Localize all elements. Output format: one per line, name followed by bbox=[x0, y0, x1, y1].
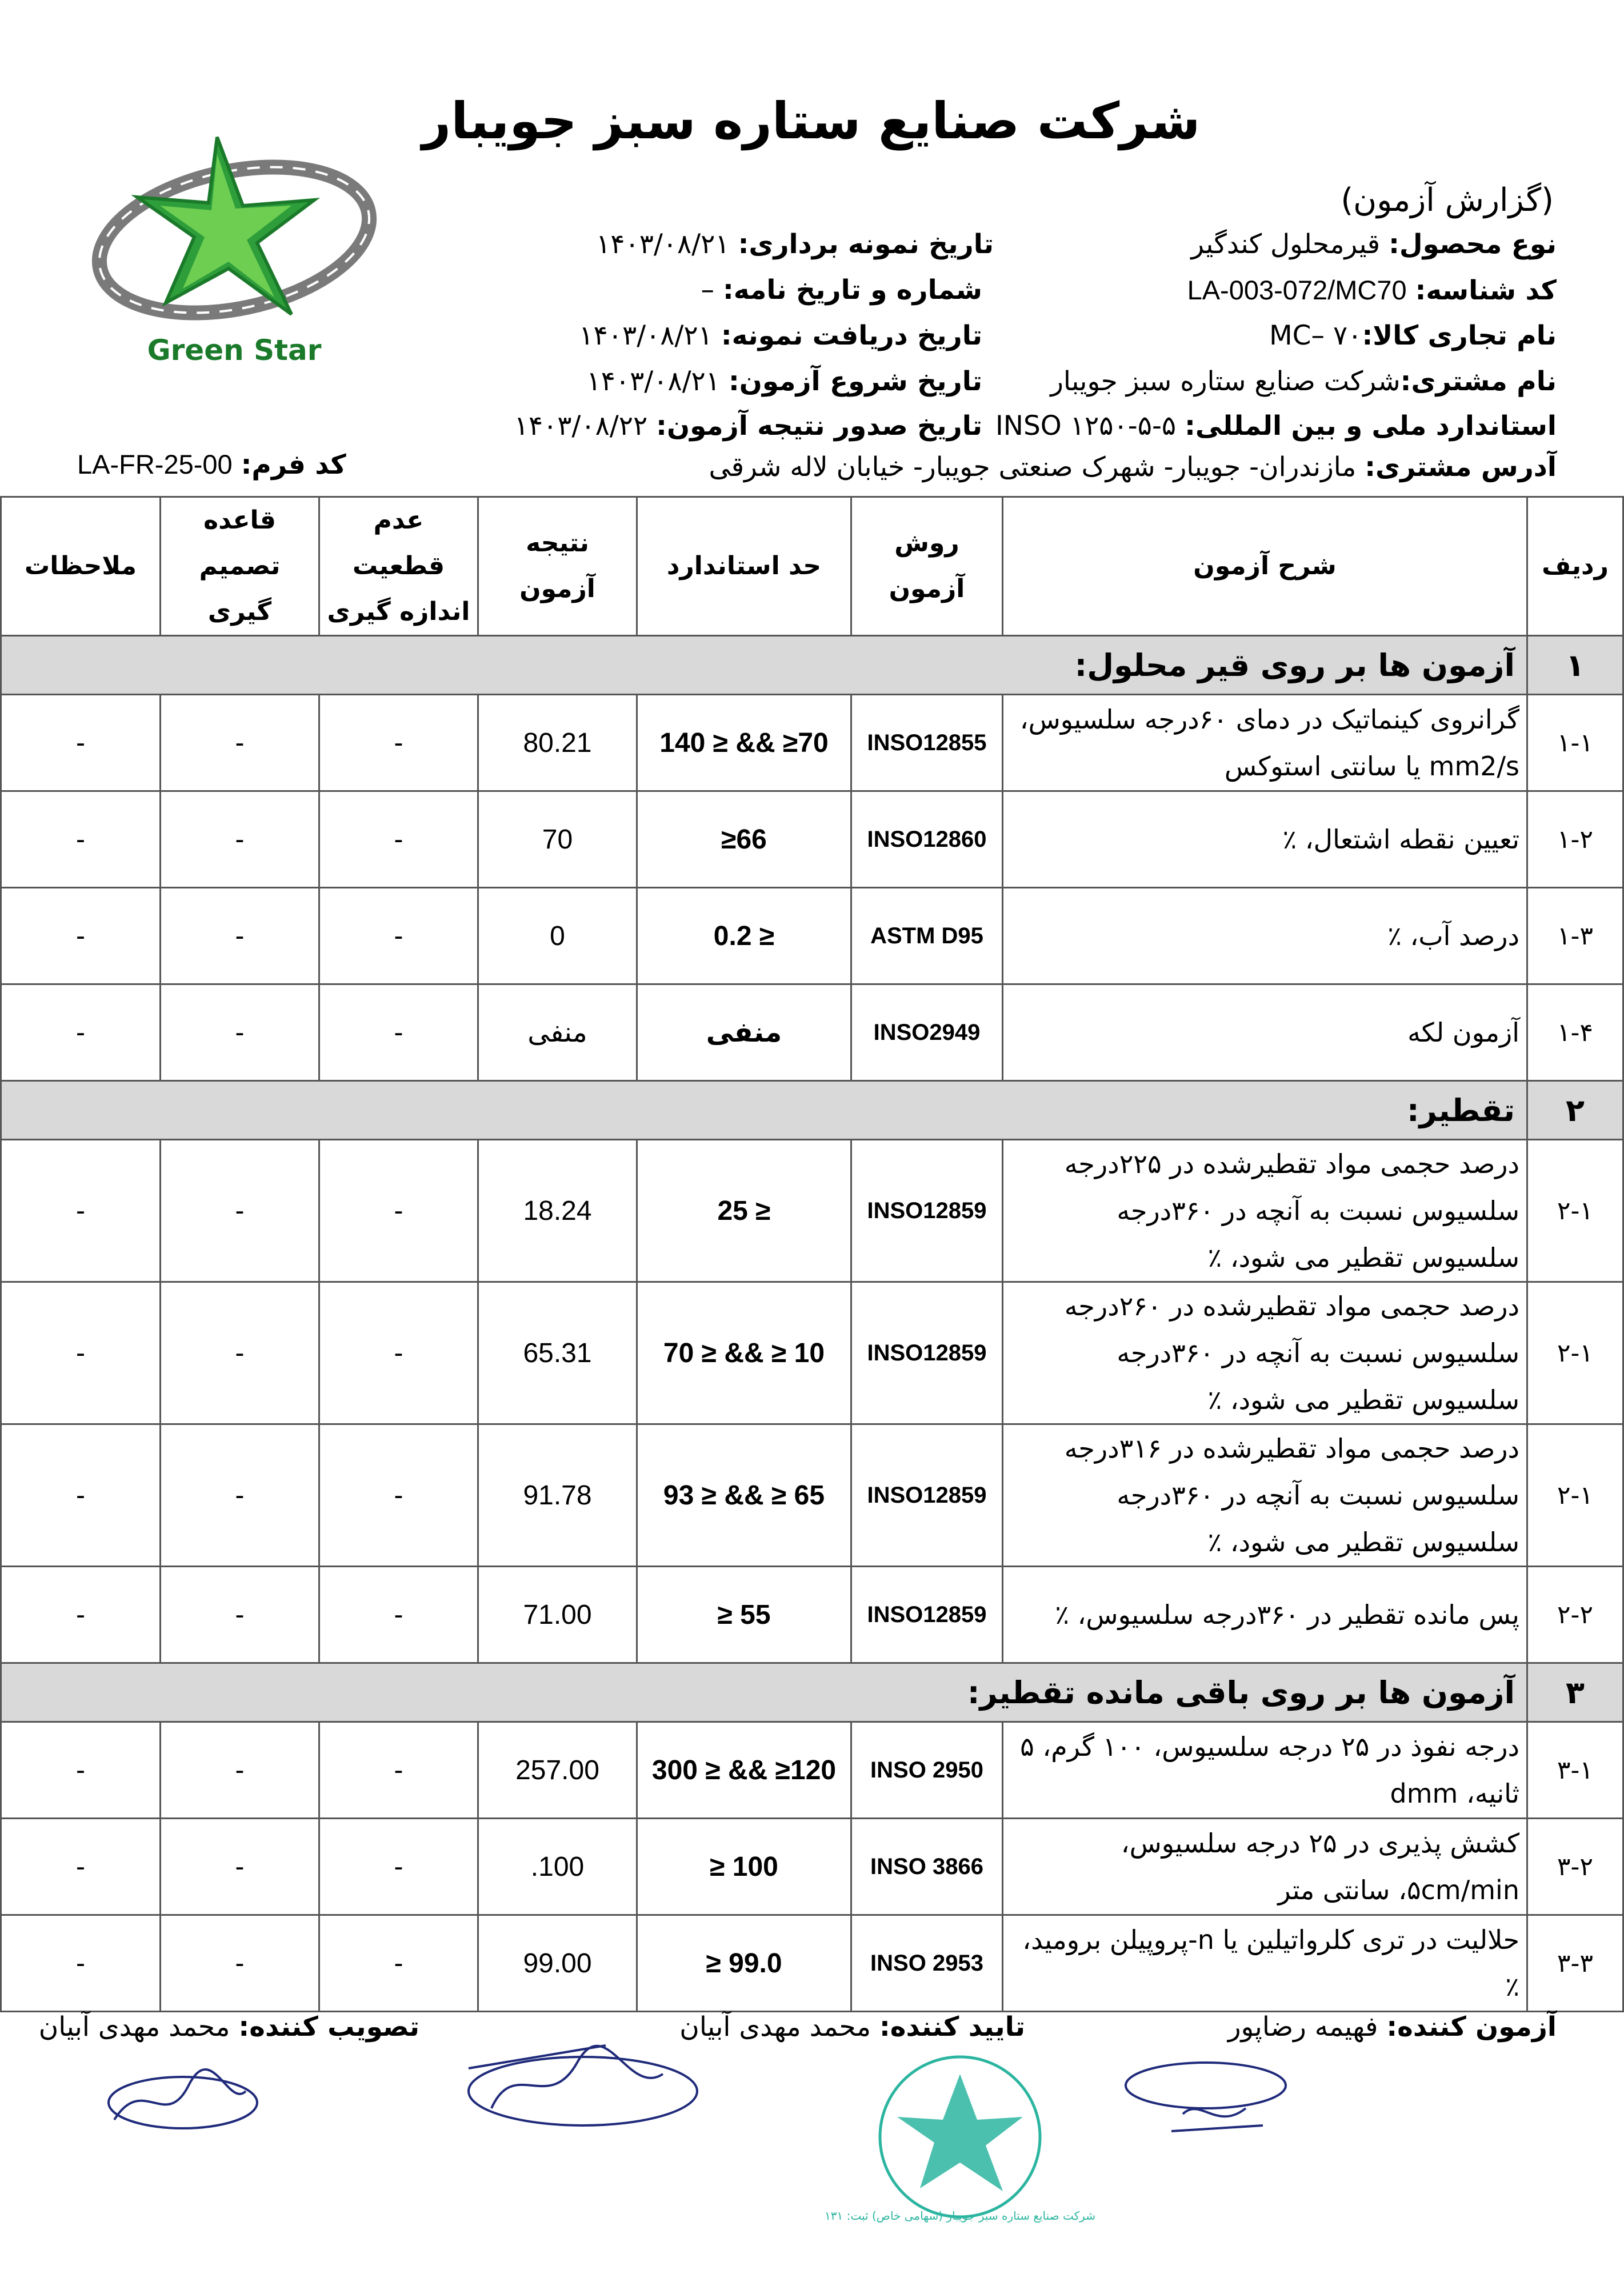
notes: - bbox=[1, 1819, 161, 1915]
row-number: ۱-۲ bbox=[1527, 791, 1623, 888]
test-method: INSO 2953 bbox=[851, 1915, 1003, 2012]
info-receive-date: تاریخ دریافت نمونه: ۱۴۰۳/۰۸/۲۱ bbox=[579, 320, 982, 351]
measurement-uncertainty: - bbox=[319, 1915, 478, 2012]
table-row bbox=[1, 1819, 1623, 1915]
table-header-row bbox=[1, 497, 1623, 636]
row-number: ۲-۲ bbox=[1527, 1567, 1623, 1663]
row-number: ۳-۲ bbox=[1527, 1819, 1623, 1915]
measurement-uncertainty: - bbox=[319, 984, 478, 1081]
test-description: تعیین نقطه اشتعال، ٪ bbox=[1003, 791, 1527, 888]
standard-limit: ≥66 bbox=[637, 791, 851, 888]
test-result: 100. bbox=[478, 1819, 637, 1915]
approver-signature-image bbox=[97, 2057, 269, 2148]
standard-limit: منفی bbox=[637, 984, 851, 1081]
notes: - bbox=[1, 791, 161, 888]
info-customer-address: آدرس مشتری: مازندران- جویبار- شهرک صنعتی جویبار- خیابان لاله شرقی bbox=[709, 451, 1557, 483]
row-number: ۱-۱ bbox=[1527, 695, 1623, 791]
test-method: INSO 3866 bbox=[851, 1819, 1003, 1915]
decision-rule: - bbox=[161, 695, 319, 791]
standard-limit: 25 ≥ bbox=[637, 1140, 851, 1282]
form-code: کد فرم: LA-FR-25-00 bbox=[77, 449, 346, 481]
test-result: 18.24 bbox=[478, 1140, 637, 1282]
test-description: درصد حجمی مواد تقطیرشده در ۲۲۵درجه سلسیوس نسبت به آنچه در ۳۶۰درجه سلسیوس تقطیر می شود، ٪ bbox=[1003, 1140, 1527, 1282]
table-row bbox=[1, 1140, 1623, 1282]
measurement-uncertainty: - bbox=[319, 791, 478, 888]
test-result: 91.78 bbox=[478, 1424, 637, 1567]
test-description: درصد آب، ٪ bbox=[1003, 888, 1527, 984]
section-row bbox=[1, 1663, 1623, 1722]
test-description: حلالیت در تری کلرواتیلین یا n-پروپیلن برومید، ٪ bbox=[1003, 1915, 1527, 2012]
header-description: شرح آزمون bbox=[1003, 497, 1527, 636]
measurement-uncertainty: - bbox=[319, 1819, 478, 1915]
test-result: 99.00 bbox=[478, 1915, 637, 2012]
decision-rule: - bbox=[161, 1567, 319, 1663]
decision-rule: - bbox=[161, 1282, 319, 1424]
table-row bbox=[1, 1915, 1623, 2012]
info-issue-date: تاریخ صدور نتیجه آزمون: ۱۴۰۳/۰۸/۲۲ bbox=[514, 410, 982, 442]
notes: - bbox=[1, 888, 161, 984]
notes: - bbox=[1, 695, 161, 791]
info-letter-number: شماره و تاریخ نامه: – bbox=[701, 274, 982, 306]
table-row bbox=[1, 1567, 1623, 1663]
header-limit: حد استاندارد bbox=[637, 497, 851, 636]
test-method: INSO12855 bbox=[851, 695, 1003, 791]
test-method: INSO2949 bbox=[851, 984, 1003, 1081]
info-standard: استاندارد ملی و بین المللی: ۵-۵-۱۲۵۰ INSO bbox=[995, 410, 1557, 442]
header-method: روش آزمون bbox=[851, 497, 1003, 636]
measurement-uncertainty: - bbox=[319, 1424, 478, 1567]
test-description: درجه نفوذ در ۲۵ درجه سلسیوس، ۱۰۰ گرم، ۵ ثانیه، dmm bbox=[1003, 1722, 1527, 1819]
section-number: ۳ bbox=[1527, 1663, 1623, 1722]
test-method: INSO12859 bbox=[851, 1140, 1003, 1282]
table-row bbox=[1, 791, 1623, 888]
test-method: INSO12860 bbox=[851, 791, 1003, 888]
standard-limit: 140 ≥ && ≥70 bbox=[637, 695, 851, 791]
table-row bbox=[1, 1722, 1623, 1819]
test-result: 71.00 bbox=[478, 1567, 637, 1663]
verifier-signature-image bbox=[457, 2034, 709, 2137]
section-number: ۱ bbox=[1527, 636, 1623, 695]
measurement-uncertainty: - bbox=[319, 888, 478, 984]
table-row bbox=[1, 888, 1623, 984]
row-number: ۱-۴ bbox=[1527, 984, 1623, 1081]
test-description: گرانروی کینماتیک در دمای ۶۰درجه سلسیوس، mm2/s یا سانتی استوکس bbox=[1003, 695, 1527, 791]
row-number: ۱-۳ bbox=[1527, 888, 1623, 984]
test-result: 80.21 bbox=[478, 695, 637, 791]
notes: - bbox=[1, 984, 161, 1081]
notes: - bbox=[1, 1282, 161, 1424]
decision-rule: - bbox=[161, 888, 319, 984]
info-trade-name: نام تجاری کالا:۷۰ –MC bbox=[1269, 320, 1557, 351]
decision-rule: - bbox=[161, 984, 319, 1081]
verifier-signature-label: تایید کننده: محمد مهدی آبیان bbox=[679, 2011, 1025, 2043]
measurement-uncertainty: - bbox=[319, 1722, 478, 1819]
standard-limit: 93 ≥ && ≥ 65 bbox=[637, 1424, 851, 1567]
info-start-date: تاریخ شروع آزمون: ۱۴۰۳/۰۸/۲۱ bbox=[586, 366, 982, 397]
approver-signature-label: تصویب کننده: محمد مهدی آبیان bbox=[38, 2011, 419, 2043]
header-result: نتیجه آزمون bbox=[478, 497, 637, 636]
decision-rule: - bbox=[161, 1915, 319, 2012]
test-result: منفی bbox=[478, 984, 637, 1081]
standard-limit: ≥ 99.0 bbox=[637, 1915, 851, 2012]
header-notes: ملاحظات bbox=[1, 497, 161, 636]
tester-signature-label: آزمون کننده: فهیمه رضاپور bbox=[1227, 2011, 1557, 2043]
section-row bbox=[1, 636, 1623, 695]
test-results-table bbox=[0, 496, 1624, 2012]
row-number: ۳-۱ bbox=[1527, 1722, 1623, 1819]
standard-limit: ≥ 100 bbox=[637, 1819, 851, 1915]
decision-rule: - bbox=[161, 1140, 319, 1282]
test-method: ASTM D95 bbox=[851, 888, 1003, 984]
test-result: 65.31 bbox=[478, 1282, 637, 1424]
section-title: تقطیر: bbox=[1, 1081, 1527, 1140]
test-method: INSO12859 bbox=[851, 1424, 1003, 1567]
decision-rule: - bbox=[161, 1722, 319, 1819]
header-decision-rule: قاعده تصمیم گیری bbox=[161, 497, 319, 636]
decision-rule: - bbox=[161, 1424, 319, 1567]
section-title: آزمون ها بر روی قیر محلول: bbox=[1, 636, 1527, 695]
company-stamp bbox=[825, 2045, 1095, 2228]
test-description: پس مانده تقطیر در ۳۶۰درجه سلسیوس، ٪ bbox=[1003, 1567, 1527, 1663]
logo-text: Green Star bbox=[147, 334, 322, 367]
table-row bbox=[1, 1424, 1623, 1567]
table-row bbox=[1, 984, 1623, 1081]
measurement-uncertainty: - bbox=[319, 1567, 478, 1663]
header-uncertainty: عدم قطعیت اندازه گیری bbox=[319, 497, 478, 636]
test-result: 257.00 bbox=[478, 1722, 637, 1819]
test-result: 0 bbox=[478, 888, 637, 984]
notes: - bbox=[1, 1915, 161, 2012]
row-number: ۲-۱ bbox=[1527, 1424, 1623, 1567]
standard-limit: ≥ 55 bbox=[637, 1567, 851, 1663]
company-title: شرکت صنایع ستاره سبز جویبار bbox=[422, 91, 1201, 150]
row-number: ۲-۱ bbox=[1527, 1282, 1623, 1424]
decision-rule: - bbox=[161, 1819, 319, 1915]
section-row bbox=[1, 1081, 1623, 1140]
measurement-uncertainty: - bbox=[319, 1140, 478, 1282]
measurement-uncertainty: - bbox=[319, 1282, 478, 1424]
notes: - bbox=[1, 1424, 161, 1567]
test-method: INSO12859 bbox=[851, 1282, 1003, 1424]
row-number: ۲-۱ bbox=[1527, 1140, 1623, 1282]
test-method: INSO12859 bbox=[851, 1567, 1003, 1663]
section-number: ۲ bbox=[1527, 1081, 1623, 1140]
test-description: کشش پذیری در ۲۵ درجه سلسیوس، ۵cm/min، سانتی متر bbox=[1003, 1819, 1527, 1915]
standard-limit: 70 ≥ && ≥ 10 bbox=[637, 1282, 851, 1424]
test-description: درصد حجمی مواد تقطیرشده در ۳۱۶درجه سلسیوس نسبت به آنچه در ۳۶۰درجه سلسیوس تقطیر می شود، ٪ bbox=[1003, 1424, 1527, 1567]
standard-limit: 0.2 ≥ bbox=[637, 888, 851, 984]
decision-rule: - bbox=[161, 791, 319, 888]
info-customer: نام مشتری:شرکت صنایع ستاره سبز جویبار bbox=[1050, 366, 1557, 397]
table-row bbox=[1, 1282, 1623, 1424]
notes: - bbox=[1, 1567, 161, 1663]
info-id-code: کد شناسه: LA-003-072/MC70 bbox=[1187, 275, 1557, 306]
table-row bbox=[1, 695, 1623, 791]
section-title: آزمون ها بر روی باقی مانده تقطیر: bbox=[1, 1663, 1527, 1722]
notes: - bbox=[1, 1722, 161, 1819]
measurement-uncertainty: - bbox=[319, 695, 478, 791]
row-number: ۳-۳ bbox=[1527, 1915, 1623, 2012]
green-star-logo bbox=[86, 131, 383, 371]
standard-limit: 300 ≥ && ≥120 bbox=[637, 1722, 851, 1819]
test-method: INSO 2950 bbox=[851, 1722, 1003, 1819]
notes: - bbox=[1, 1140, 161, 1282]
test-description: درصد حجمی مواد تقطیرشده در ۲۶۰درجه سلسیوس نسبت به آنچه در ۳۶۰درجه سلسیوس تقطیر می شود، ٪ bbox=[1003, 1282, 1527, 1424]
stamp-text: شرکت صنایع ستاره سبز جویبار (سهامی خاص) ثبت: ۱۳۱ bbox=[825, 2209, 1095, 2223]
test-result: 70 bbox=[478, 791, 637, 888]
info-sampling-date: تاریخ نمونه برداری: ۱۴۰۳/۰۸/۲۱ bbox=[596, 229, 994, 260]
test-description: آزمون لکه bbox=[1003, 984, 1527, 1081]
header-row-number: ردیف bbox=[1527, 497, 1623, 636]
report-title: (گزارش آزمون) bbox=[1341, 182, 1554, 219]
tester-signature-image bbox=[1114, 2051, 1297, 2148]
info-product-type: نوع محصول: قیرمحلول کندگیر bbox=[1191, 229, 1557, 260]
